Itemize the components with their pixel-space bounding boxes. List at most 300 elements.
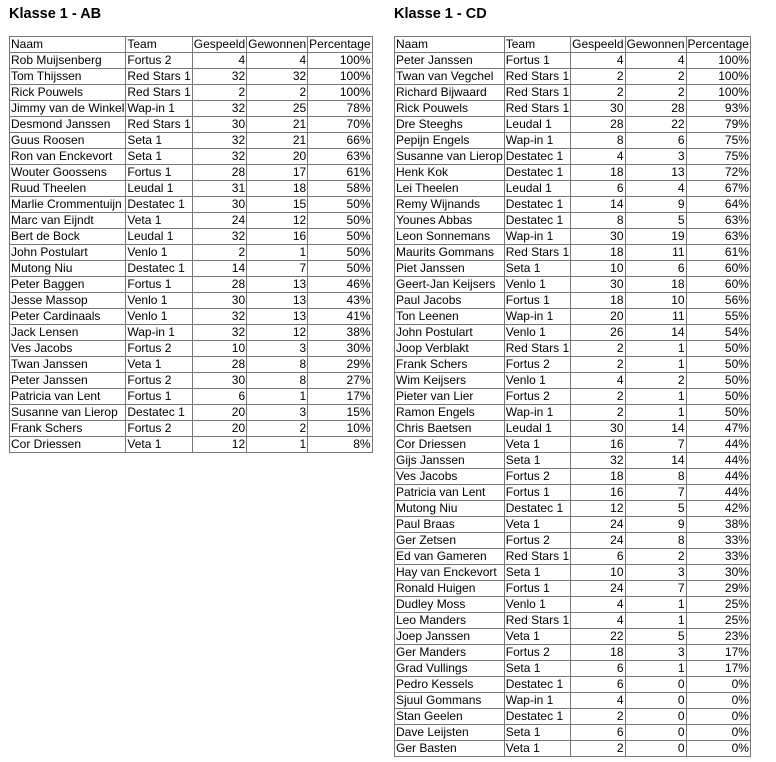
naam-cell: Guus Roosen <box>10 133 126 149</box>
table-row <box>395 501 751 517</box>
gespeeld-cell: 18 <box>571 245 625 261</box>
gewonnen-cell: 3 <box>625 149 686 165</box>
naam-cell: Ron van Enckevort <box>10 149 126 165</box>
naam-cell: Ton Leenen <box>395 309 505 325</box>
naam-cell: Pepijn Engels <box>395 133 505 149</box>
team-cell: Red Stars 1 <box>505 101 570 115</box>
table-row <box>395 197 751 213</box>
gespeeld-cell: 6 <box>571 725 625 741</box>
team-cell: Veta 1 <box>504 741 570 757</box>
team-cell: Destatec 1 <box>504 501 570 517</box>
team-cell: Red Stars 1 <box>505 613 570 627</box>
percentage-cell: 8% <box>308 437 372 453</box>
table-row <box>395 309 751 325</box>
section-title: Klasse 1 - AB <box>9 6 102 22</box>
percentage-cell: 100% <box>686 69 750 85</box>
team-cell: Veta 1 <box>126 437 192 453</box>
table-row <box>395 405 751 421</box>
table-row <box>10 69 373 85</box>
gespeeld-cell: 16 <box>571 437 625 453</box>
table-row <box>10 373 373 389</box>
naam-cell: Sjuul Gommans <box>395 693 505 709</box>
percentage-cell: 23% <box>686 629 750 645</box>
percentage-cell: 33% <box>686 533 750 549</box>
team-cell: Leudal 1 <box>504 117 570 133</box>
team-cell: Wap-in 1 <box>504 309 570 325</box>
gewonnen-cell: 3 <box>625 565 686 581</box>
team-cell: Red Stars 1 <box>505 549 570 563</box>
gewonnen-cell: 1 <box>247 389 308 405</box>
team-cell: Seta 1 <box>126 133 192 149</box>
gewonnen-cell: 1 <box>625 613 686 629</box>
gewonnen-cell: 17 <box>247 165 308 181</box>
gespeeld-cell: 18 <box>571 469 625 485</box>
team-cell: Destatec 1 <box>504 197 570 213</box>
gewonnen-cell: 2 <box>625 373 686 389</box>
gespeeld-cell: 2 <box>571 405 625 421</box>
naam-cell: Jimmy van de Winkel <box>11 101 125 115</box>
gewonnen-cell: 6 <box>625 261 686 277</box>
team-cell: Seta 1 <box>504 725 570 741</box>
naam-cell: Stan Geelen <box>395 709 505 725</box>
gespeeld-cell: 30 <box>571 277 625 293</box>
header-row <box>395 37 751 53</box>
gespeeld-cell: 2 <box>571 341 625 357</box>
percentage-cell: 50% <box>686 341 750 357</box>
team-cell: Destatec 1 <box>126 405 192 421</box>
gespeeld-cell: 24 <box>192 213 246 229</box>
gewonnen-cell: 13 <box>625 165 686 181</box>
naam-cell: Peter Janssen <box>10 373 126 389</box>
naam-cell: Richard Bijwaard <box>395 85 505 101</box>
gewonnen-cell: 2 <box>625 69 686 85</box>
table-row <box>395 149 751 165</box>
table-row <box>10 117 373 133</box>
gewonnen-cell: 4 <box>625 53 686 69</box>
percentage-cell: 50% <box>308 229 372 245</box>
team-cell: Red Stars 1 <box>505 245 570 259</box>
gespeeld-cell: 2 <box>571 85 625 101</box>
gespeeld-cell: 24 <box>571 517 625 533</box>
table-row <box>395 69 751 85</box>
table-row <box>395 181 751 197</box>
gewonnen-cell: 4 <box>247 53 308 69</box>
table-row <box>10 245 373 261</box>
column-header-gewonnen: Gewonnen <box>626 37 685 51</box>
gewonnen-cell: 13 <box>247 277 308 293</box>
gespeeld-cell: 8 <box>571 213 625 229</box>
percentage-cell: 50% <box>686 389 750 405</box>
team-cell: Red Stars 1 <box>505 341 570 355</box>
gewonnen-cell: 0 <box>625 741 686 757</box>
percentage-cell: 17% <box>308 389 372 405</box>
team-cell: Fortus 2 <box>126 373 192 389</box>
naam-cell: Joep Janssen <box>395 629 505 645</box>
naam-cell: Ves Jacobs <box>10 341 126 357</box>
column-header-naam: Naam <box>10 37 126 53</box>
gespeeld-cell: 32 <box>571 453 625 469</box>
gespeeld-cell: 4 <box>192 53 246 69</box>
gespeeld-cell: 6 <box>571 549 625 565</box>
gespeeld-cell: 8 <box>571 133 625 149</box>
gespeeld-cell: 30 <box>192 197 246 213</box>
gespeeld-cell: 30 <box>192 373 246 389</box>
percentage-cell: 30% <box>308 341 372 357</box>
team-cell: Wap-in 1 <box>126 101 192 117</box>
team-cell: Fortus 2 <box>504 389 570 405</box>
naam-cell: Rob Muijsenberg <box>10 53 126 69</box>
naam-cell: Susanne van Lierop <box>10 405 126 421</box>
gespeeld-cell: 2 <box>571 389 625 405</box>
gespeeld-cell: 2 <box>571 709 625 725</box>
team-cell: Venlo 1 <box>126 309 192 325</box>
table-row <box>10 53 373 69</box>
team-cell: Fortus 1 <box>126 165 192 181</box>
naam-cell: Cor Driessen <box>10 437 126 453</box>
percentage-cell: 93% <box>686 101 750 117</box>
table-row <box>395 261 751 277</box>
team-cell: Fortus 1 <box>504 293 570 309</box>
gewonnen-cell: 12 <box>247 213 308 229</box>
gewonnen-cell: 19 <box>625 229 686 245</box>
naam-cell: Jesse Massop <box>10 293 126 309</box>
percentage-cell: 100% <box>686 53 750 69</box>
table-row <box>10 293 373 309</box>
team-cell: Fortus 2 <box>504 533 570 549</box>
team-cell: Venlo 1 <box>504 373 570 389</box>
team-cell: Red Stars 1 <box>127 117 191 131</box>
table-row <box>10 101 373 117</box>
gewonnen-cell: 0 <box>625 725 686 741</box>
column-header-gewonnen: Gewonnen <box>248 37 307 51</box>
table-row <box>395 549 751 565</box>
naam-cell: John Postulart <box>395 325 505 341</box>
table-row <box>395 517 751 533</box>
naam-cell: Leon Sonnemans <box>395 229 505 245</box>
naam-cell: Mutong Niu <box>395 501 505 517</box>
team-cell: Fortus 1 <box>126 277 192 293</box>
gewonnen-cell: 28 <box>625 101 686 117</box>
naam-cell: Ger Zetsen <box>395 533 505 549</box>
percentage-cell: 44% <box>686 437 750 453</box>
naam-cell: Marc van Eijndt <box>10 213 126 229</box>
table-row <box>395 661 751 677</box>
naam-cell: Lei Theelen <box>395 181 505 197</box>
gespeeld-cell: 28 <box>192 277 246 293</box>
table-row <box>395 453 751 469</box>
table-row <box>395 85 751 101</box>
column-header-percentage: Percentage <box>309 37 371 51</box>
naam-cell: Piet Janssen <box>395 261 505 277</box>
team-cell: Fortus 2 <box>504 469 570 485</box>
percentage-cell: 100% <box>308 85 372 101</box>
gewonnen-cell: 8 <box>625 469 686 485</box>
naam-cell: Ed van Gameren <box>395 549 505 565</box>
table-row <box>10 389 373 405</box>
percentage-cell: 33% <box>686 549 750 565</box>
gewonnen-cell: 1 <box>625 357 686 373</box>
table-row <box>10 165 373 181</box>
naam-cell: Grad Vullings <box>395 661 505 677</box>
naam-cell: Paul Braas <box>395 517 505 533</box>
naam-cell: John Postulart <box>10 245 126 261</box>
table-row <box>10 213 373 229</box>
gespeeld-cell: 10 <box>192 341 246 357</box>
percentage-cell: 63% <box>308 149 372 165</box>
team-cell: Wap-in 1 <box>126 325 192 341</box>
gespeeld-cell: 20 <box>192 421 246 437</box>
gewonnen-cell: 1 <box>625 597 686 613</box>
team-cell: Wap-in 1 <box>504 405 570 421</box>
gespeeld-cell: 26 <box>571 325 625 341</box>
table-row <box>395 357 751 373</box>
gewonnen-cell: 6 <box>625 133 686 149</box>
gewonnen-cell: 18 <box>247 181 308 197</box>
table-row <box>10 197 373 213</box>
gewonnen-cell: 18 <box>625 277 686 293</box>
table-row <box>395 421 751 437</box>
naam-cell: Wim Keijsers <box>395 373 505 389</box>
team-cell: Seta 1 <box>504 565 570 581</box>
percentage-cell: 50% <box>686 373 750 389</box>
percentage-cell: 44% <box>686 485 750 501</box>
gewonnen-cell: 4 <box>625 181 686 197</box>
gewonnen-cell: 7 <box>625 581 686 597</box>
percentage-cell: 46% <box>308 277 372 293</box>
column-header-naam: Naam <box>395 37 505 53</box>
percentage-cell: 47% <box>686 421 750 437</box>
table-row <box>395 629 751 645</box>
gespeeld-cell: 4 <box>571 613 625 629</box>
percentage-cell: 50% <box>686 405 750 421</box>
gespeeld-cell: 4 <box>571 149 625 165</box>
percentage-cell: 60% <box>686 277 750 293</box>
gespeeld-cell: 10 <box>571 261 625 277</box>
gespeeld-cell: 28 <box>571 117 625 133</box>
team-cell: Veta 1 <box>126 213 192 229</box>
team-cell: Seta 1 <box>504 261 570 277</box>
gewonnen-cell: 32 <box>247 69 308 85</box>
table-row <box>10 277 373 293</box>
team-cell: Fortus 1 <box>504 53 570 69</box>
naam-cell: Wouter Goossens <box>10 165 126 181</box>
header-row <box>10 37 373 53</box>
gespeeld-cell: 6 <box>571 661 625 677</box>
percentage-cell: 78% <box>308 101 372 117</box>
gespeeld-cell: 32 <box>192 133 246 149</box>
naam-cell: Ves Jacobs <box>395 469 505 485</box>
gespeeld-cell: 2 <box>571 357 625 373</box>
team-cell: Fortus 2 <box>126 421 192 437</box>
team-cell: Venlo 1 <box>504 325 570 341</box>
column-header-percentage: Percentage <box>687 37 749 51</box>
gewonnen-cell: 1 <box>625 341 686 357</box>
gespeeld-cell: 18 <box>571 293 625 309</box>
naam-cell: Mutong Niu <box>10 261 126 277</box>
percentage-cell: 0% <box>686 741 750 757</box>
naam-cell: Peter Cardinaals <box>10 309 126 325</box>
gespeeld-cell: 12 <box>192 437 246 453</box>
naam-cell: Ramon Engels <box>395 405 505 421</box>
team-cell: Fortus 1 <box>126 389 192 405</box>
gewonnen-cell: 14 <box>625 421 686 437</box>
gewonnen-cell: 0 <box>625 693 686 709</box>
gespeeld-cell: 20 <box>192 405 246 421</box>
table-row <box>395 709 751 725</box>
team-cell: Venlo 1 <box>126 245 192 261</box>
table-row <box>395 341 751 357</box>
gewonnen-cell: 13 <box>247 309 308 325</box>
naam-cell: Gijs Janssen <box>395 453 505 469</box>
percentage-cell: 72% <box>686 165 750 181</box>
gespeeld-cell: 6 <box>571 181 625 197</box>
team-cell: Veta 1 <box>504 629 570 645</box>
percentage-cell: 0% <box>686 709 750 725</box>
gespeeld-cell: 2 <box>192 85 246 101</box>
standings-table <box>9 36 373 453</box>
table-row <box>395 693 751 709</box>
percentage-cell: 56% <box>686 293 750 309</box>
gewonnen-cell: 8 <box>247 357 308 373</box>
percentage-cell: 25% <box>686 613 750 629</box>
gewonnen-cell: 10 <box>625 293 686 309</box>
percentage-cell: 17% <box>686 661 750 677</box>
gespeeld-cell: 24 <box>571 581 625 597</box>
team-cell: Venlo 1 <box>504 597 570 613</box>
team-cell: Red Stars 1 <box>505 69 570 83</box>
gespeeld-cell: 32 <box>192 325 246 341</box>
gespeeld-cell: 30 <box>571 229 625 245</box>
naam-cell: Rick Pouwels <box>395 101 505 117</box>
team-cell: Destatec 1 <box>504 213 570 229</box>
table-row <box>10 341 373 357</box>
team-cell: Destatec 1 <box>504 677 570 693</box>
percentage-cell: 100% <box>308 53 372 69</box>
gespeeld-cell: 30 <box>192 293 246 309</box>
percentage-cell: 44% <box>686 469 750 485</box>
percentage-cell: 66% <box>308 133 372 149</box>
gewonnen-cell: 20 <box>247 149 308 165</box>
team-cell: Fortus 2 <box>504 645 570 661</box>
percentage-cell: 67% <box>686 181 750 197</box>
gespeeld-cell: 4 <box>571 373 625 389</box>
team-cell: Red Stars 1 <box>505 85 570 99</box>
table-row <box>10 437 373 453</box>
table-row <box>10 85 373 101</box>
gespeeld-cell: 24 <box>571 533 625 549</box>
table-row <box>395 229 751 245</box>
team-cell: Seta 1 <box>504 453 570 469</box>
table-body <box>395 53 751 757</box>
gespeeld-cell: 32 <box>192 101 246 117</box>
percentage-cell: 64% <box>686 197 750 213</box>
naam-cell: Geert-Jan Keijsers <box>395 277 505 293</box>
naam-cell: Leo Manders <box>395 613 505 629</box>
percentage-cell: 0% <box>686 725 750 741</box>
gespeeld-cell: 30 <box>192 117 246 133</box>
naam-cell: Chris Baetsen <box>395 421 505 437</box>
table-row <box>395 677 751 693</box>
team-cell: Leudal 1 <box>504 181 570 197</box>
percentage-cell: 60% <box>686 261 750 277</box>
table-row <box>10 181 373 197</box>
naam-cell: Dave Leijsten <box>395 725 505 741</box>
percentage-cell: 25% <box>686 597 750 613</box>
team-cell: Red Stars 1 <box>127 69 191 83</box>
gespeeld-cell: 14 <box>192 261 246 277</box>
gewonnen-cell: 14 <box>625 325 686 341</box>
gewonnen-cell: 7 <box>247 261 308 277</box>
gespeeld-cell: 28 <box>192 357 246 373</box>
table-row <box>395 581 751 597</box>
percentage-cell: 42% <box>686 501 750 517</box>
table-row <box>395 373 751 389</box>
table-row <box>395 213 751 229</box>
naam-cell: Dre Steeghs <box>395 117 505 133</box>
percentage-cell: 79% <box>686 117 750 133</box>
percentage-cell: 29% <box>308 357 372 373</box>
naam-cell: Cor Driessen <box>395 437 505 453</box>
gespeeld-cell: 30 <box>571 101 625 117</box>
team-cell: Wap-in 1 <box>504 133 570 149</box>
gespeeld-cell: 4 <box>571 53 625 69</box>
gewonnen-cell: 5 <box>625 213 686 229</box>
naam-cell: Ger Basten <box>395 741 505 757</box>
table-row <box>10 325 373 341</box>
team-cell: Destatec 1 <box>126 197 192 213</box>
gespeeld-cell: 14 <box>571 197 625 213</box>
table-row <box>395 245 751 261</box>
percentage-cell: 70% <box>308 117 372 133</box>
team-cell: Fortus 2 <box>126 341 192 357</box>
gewonnen-cell: 11 <box>625 245 686 261</box>
table-row <box>395 485 751 501</box>
gespeeld-cell: 30 <box>571 421 625 437</box>
team-cell: Fortus 2 <box>504 357 570 373</box>
table-row <box>10 133 373 149</box>
gespeeld-cell: 2 <box>192 245 246 261</box>
gewonnen-cell: 2 <box>625 85 686 101</box>
percentage-cell: 100% <box>308 69 372 85</box>
gewonnen-cell: 16 <box>247 229 308 245</box>
gewonnen-cell: 8 <box>247 373 308 389</box>
gewonnen-cell: 11 <box>625 309 686 325</box>
percentage-cell: 38% <box>686 517 750 533</box>
percentage-cell: 30% <box>686 565 750 581</box>
percentage-cell: 29% <box>686 581 750 597</box>
table-row <box>10 149 373 165</box>
section-title: Klasse 1 - CD <box>394 6 487 22</box>
gespeeld-cell: 32 <box>192 309 246 325</box>
naam-cell: Peter Janssen <box>395 53 505 69</box>
team-cell: Wap-in 1 <box>504 693 570 709</box>
percentage-cell: 55% <box>686 309 750 325</box>
table-row <box>10 421 373 437</box>
gewonnen-cell: 1 <box>625 389 686 405</box>
naam-cell: Desmond Janssen <box>10 117 126 133</box>
gewonnen-cell: 21 <box>247 117 308 133</box>
team-cell: Veta 1 <box>504 517 570 533</box>
team-cell: Leudal 1 <box>504 421 570 437</box>
naam-cell: Ger Manders <box>395 645 505 661</box>
gespeeld-cell: 20 <box>571 309 625 325</box>
gewonnen-cell: 21 <box>247 133 308 149</box>
gewonnen-cell: 5 <box>625 501 686 517</box>
gespeeld-cell: 32 <box>192 229 246 245</box>
table-row <box>395 117 751 133</box>
naam-cell: Hay van Enckevort <box>395 565 505 581</box>
team-cell: Seta 1 <box>504 661 570 677</box>
